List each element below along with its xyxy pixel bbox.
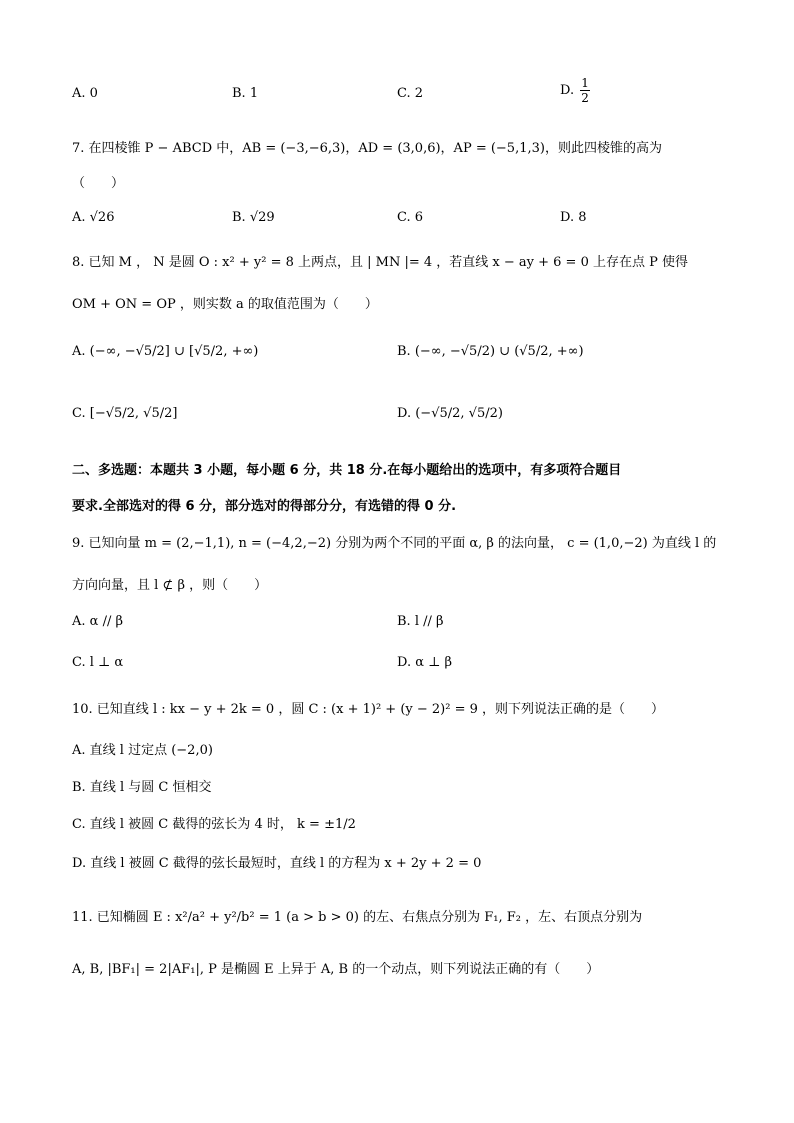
q6-option-c: C. 2 (397, 86, 424, 101)
q7-option-c: C. 6 (397, 210, 424, 225)
q10-option-c: C. 直线 l 被圆 C 截得的弦长为 4 时， k = ±1/2 (72, 817, 356, 832)
q10-option-a: A. 直线 l 过定点 (−2,0) (72, 743, 213, 758)
section2-heading-line1: 二、多选题：本题共 3 小题，每小题 6 分，共 18 分.在每小题给出的选项中，有多项符合题目 (72, 463, 622, 478)
q8-option-b: B. (−∞, −√5/2) ∪ (√5/2, +∞) (397, 344, 584, 359)
q9-stem-2: 方向向量，且 l ⊄ β ，则（ ） (72, 578, 268, 593)
q8-option-d: D. (−√5/2, √5/2) (397, 406, 503, 421)
q8-option-c: C. [−√5/2, √5/2] (72, 406, 178, 421)
q9-stem: 9. 已知向量 m = (2,−1,1), n = (−4,2,−2) 分别为两个不同的平面 α, β 的法向量， c = (1,0,−2) 为直线 l 的 (72, 536, 717, 551)
q8-option-a: A. (−∞, −√5/2] ∪ [√5/2, +∞) (72, 344, 259, 359)
q6-option-d-prefix: D. (560, 83, 575, 98)
q11-stem: 11. 已知椭圆 E : x²/a² + y²/b² = 1 (a > b > 0) 的左、右焦点分别为 F₁, F₂ ，左、右顶点分别为 (72, 910, 643, 925)
q9-option-a: A. α // β (72, 614, 123, 629)
q8-stem-2: OM + ON = OP ，则实数 a 的取值范围为（ ） (72, 297, 378, 312)
q8-stem: 8. 已知 M ， N 是圆 O : x² + y² = 8 上两点，且 | MN |= 4 ，若直线 x − ay + 6 = 0 上存在点 P 使得 (72, 255, 688, 270)
q6-option-d (560, 76, 592, 105)
q7-option-d: D. 8 (560, 210, 587, 225)
q9-option-d: D. α ⊥ β (397, 655, 453, 670)
q6-option-a: A. 0 (72, 86, 98, 101)
q9-option-c: C. l ⊥ α (72, 655, 124, 670)
q10-option-d: D. 直线 l 被圆 C 截得的弦长最短时，直线 l 的方程为 x + 2y + 2 = 0 (72, 856, 482, 871)
q7-stem: 7. 在四棱锥 P − ABCD 中，AB = (−3,−6,3)，AD = (3,0,6)，AP = (−5,1,3)，则此四棱锥的高为 (72, 141, 662, 156)
q10-option-b: B. 直线 l 与圆 C 恒相交 (72, 780, 212, 795)
q6-d-denominator: 2 (581, 91, 589, 105)
q9-option-b: B. l // β (397, 614, 444, 629)
q6-d-numerator: 1 (581, 76, 589, 90)
section2-heading-line2: 要求.全部选对的得 6 分，部分选对的得部分分，有选错的得 0 分. (72, 499, 457, 514)
q7-option-b: B. √29 (232, 210, 275, 225)
q11-stem-2: A, B, |BF₁| = 2|AF₁|, P 是椭圆 E 上异于 A, B 的一个动点，则下列说法正确的有（ ） (72, 962, 600, 977)
q7-paren: （ ） (72, 176, 125, 191)
q6-option-b: B. 1 (232, 86, 259, 101)
q7-option-a: A. √26 (72, 210, 115, 225)
q10-stem: 10. 已知直线 l : kx − y + 2k = 0 ，圆 C : (x + 1)² + (y − 2)² = 9 ，则下列说法正确的是（ ） (72, 702, 665, 717)
q6-option-d-fraction (580, 76, 590, 105)
